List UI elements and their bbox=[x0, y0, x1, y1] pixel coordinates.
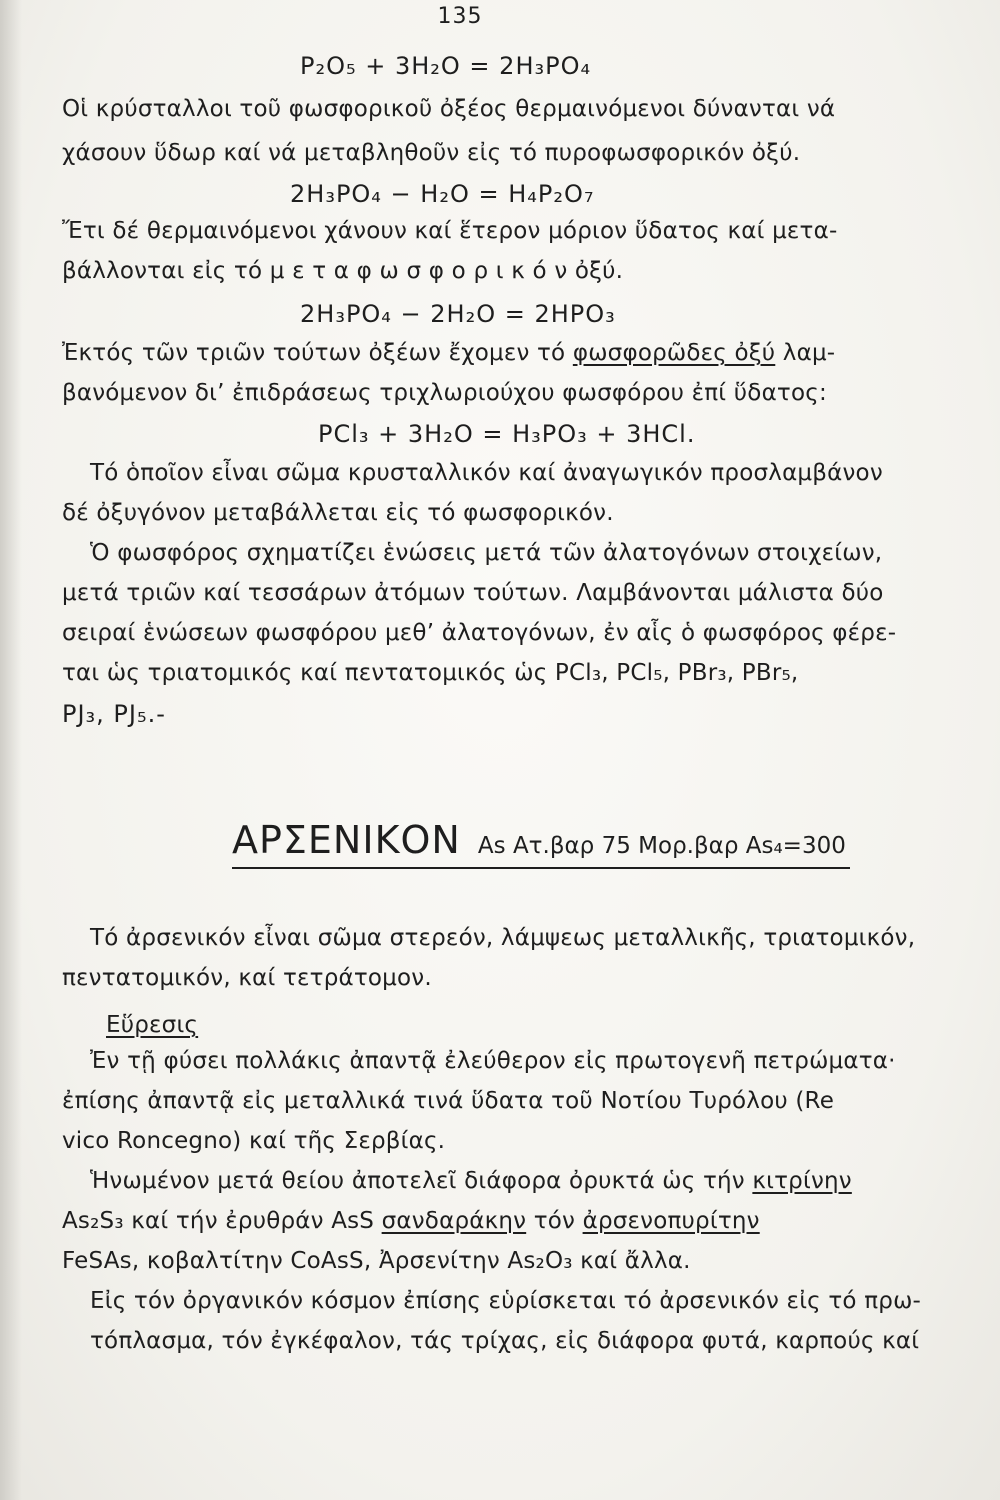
text-line: Τό ἀρσενικόν εἶναι σῶμα στερεόν, λάμψεως μεταλλικῆς, τριατομικόν, bbox=[90, 925, 916, 951]
heading-title: ΑΡΣΕΝΙΚΟΝ bbox=[232, 818, 461, 862]
text-line: ται ὡς τριατομικός καί πεντατομικός ὡς PCl₃, PCl₅, PBr₃, PBr₅, bbox=[62, 660, 799, 686]
equation-pcl3: PCl₃ + 3H₂O = H₃PO₃ + 3HCl. bbox=[318, 420, 696, 448]
text-line: ἐπίσης ἀπαντᾷ εἰς μεταλλικά τινά ὕδατα τοῦ Νοτίου Τυρόλου (Re bbox=[62, 1088, 835, 1114]
equation-metaphosphoric: 2H₃PO₄ − 2H₂O = 2HPO₃ bbox=[300, 300, 616, 328]
text-line: πεντατομικόν, καί τετράτομον. bbox=[62, 965, 432, 991]
page-number: 135 bbox=[437, 4, 483, 29]
text-line: Ὁ φωσφόρος σχηματίζει ἑνώσεις μετά τῶν ἀλατογόνων στοιχείων, bbox=[90, 540, 883, 566]
text-line: PJ₃, PJ₅.- bbox=[62, 700, 166, 728]
underlined-term: φωσφορῶδες ὀξύ bbox=[572, 340, 776, 366]
underlined-term: κιτρίνην bbox=[752, 1168, 852, 1194]
text-line bbox=[62, 1208, 760, 1234]
text-segment: λαμ- bbox=[782, 340, 836, 366]
text-line: βάλλονται εἰς τό μ ε τ α φ ω σ φ ο ρ ι κ ό ν ὀξύ. bbox=[62, 258, 624, 284]
equation-pyrophosphoric: 2H₃PO₄ − H₂O = H₄P₂O₇ bbox=[290, 180, 595, 208]
underlined-term: ἀρσενοπυρίτην bbox=[582, 1208, 760, 1234]
text-line: βανόμενον δι’ ἐπιδράσεως τριχλωριούχου φωσφόρου ἐπί ὕδατος: bbox=[62, 380, 827, 406]
text-line: FeSAs, κοβαλτίτην CoAsS, Ἀρσενίτην As₂O₃ καί ἄλλα. bbox=[62, 1248, 691, 1274]
text-line: τόπλασμα, τόν ἐγκέφαλον, τάς τρίχας, εἰς διάφορα φυτά, καρπούς καί bbox=[90, 1328, 920, 1354]
text-line: Οἱ κρύσταλλοι τοῦ φωσφορικοῦ ὀξέος θερμαινόμενοι δύνανται νά bbox=[62, 96, 836, 122]
text-line: vico Roncegno) καί τῆς Σερβίας. bbox=[62, 1128, 446, 1154]
equation-p2o5: P₂O₅ + 3H₂O = 2H₃PO₄ bbox=[300, 52, 592, 80]
heading-underline bbox=[232, 867, 850, 869]
text-segment: As₂S₃ καί τήν ἐρυθράν AsS bbox=[62, 1208, 375, 1234]
text-line: Τό ὁποῖον εἶναι σῶμα κρυσταλλικόν καί ἀναγωγικόν προσλαμβάνον bbox=[90, 460, 883, 486]
section-heading bbox=[232, 818, 846, 862]
heading-info: As Ατ.βαρ 75 Μορ.βαρ As₄=300 bbox=[477, 833, 846, 859]
text-line: Ἐν τῇ φύσει πολλάκις ἀπαντᾷ ἐλεύθερον εἰς πρωτογενῆ πετρώματα· bbox=[90, 1048, 896, 1074]
text-line bbox=[62, 340, 835, 366]
binding-shadow bbox=[0, 0, 22, 1500]
text-line bbox=[90, 1168, 852, 1194]
text-line: δέ ὀξυγόνον μεταβάλλεται εἰς τό φωσφορικόν. bbox=[62, 500, 614, 526]
subheading-occurrence: Εὕρεσις bbox=[106, 1012, 199, 1038]
text-segment: Ἐκτός τῶν τριῶν τούτων ὀξέων ἔχομεν τό bbox=[62, 340, 566, 366]
text-line: μετά τριῶν καί τεσσάρων ἀτόμων τούτων. Λαμβάνονται μάλιστα δύο bbox=[62, 580, 884, 606]
text-line: Εἰς τόν ὀργανικόν κόσμον ἐπίσης εὑρίσκεται τό ἀρσενικόν εἰς τό πρω- bbox=[90, 1288, 922, 1314]
text-line: Ἔτι δέ θερμαινόμενοι χάνουν καί ἕτερον μόριον ὕδατος καί μετα- bbox=[62, 218, 838, 244]
text-line: χάσουν ὕδωρ καί νά μεταβληθοῦν εἰς τό πυροφωσφορικόν ὀξύ. bbox=[62, 140, 801, 166]
text-line: σειραί ἑνώσεων φωσφόρου μεθ’ ἀλατογόνων, ἐν αἷς ὁ φωσφόρος φέρε- bbox=[62, 620, 897, 646]
underlined-term: σανδαράκην bbox=[381, 1208, 527, 1234]
text-segment: Ἡνωμένον μετά θείου ἀποτελεῖ διάφορα ὀρυκτά ὡς τήν bbox=[90, 1168, 745, 1194]
text-segment: τόν bbox=[533, 1208, 576, 1234]
